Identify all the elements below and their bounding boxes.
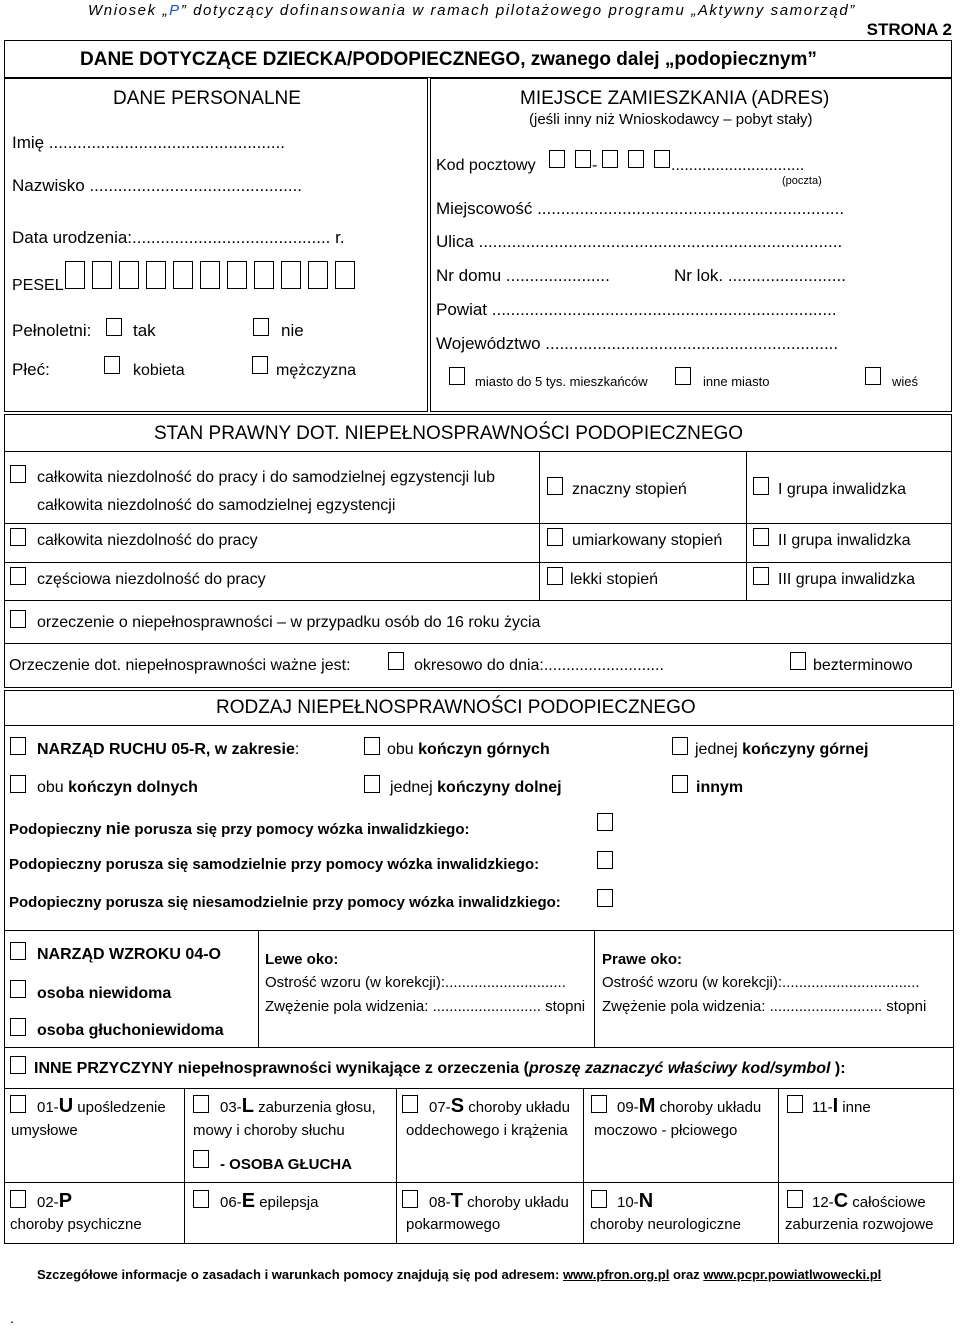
group-1-label: I grupa inwalidzka [778, 481, 907, 498]
one-upper-checkbox[interactable] [672, 737, 688, 755]
pcpr-link[interactable]: www.pcpr.powiatlwowecki.pl [703, 1267, 882, 1282]
code-11-t1: inne [838, 1099, 871, 1116]
code-09-t1: choroby układu [655, 1099, 762, 1116]
legal-row4-checkbox[interactable] [10, 610, 26, 628]
code-11-sym: I [832, 1095, 839, 1117]
code-07-line2: oddechowego i krążenia [406, 1122, 568, 1139]
code-12-checkbox[interactable] [787, 1190, 803, 1208]
divider [4, 643, 952, 644]
code-12-line2: zaburzenia rozwojowe [785, 1216, 934, 1233]
code-10-label [617, 1190, 653, 1213]
motor-label [37, 741, 299, 759]
deaf-label: - OSOBA GŁUCHA [220, 1156, 352, 1173]
post-office-note: (poczta) [782, 175, 822, 187]
wheelchair-no-post: porusza się przy pomocy wózka inwalidzkiego: [130, 821, 470, 838]
legal-row2-label: całkowita niezdolność do pracy [37, 532, 258, 549]
postal-digit-3[interactable] [602, 150, 618, 168]
one-upper-text: kończyny górnej [742, 741, 869, 758]
wheelchair-self-checkbox[interactable] [597, 851, 613, 869]
code-07-checkbox[interactable] [402, 1095, 418, 1113]
adult-yes-label: tak [133, 321, 156, 340]
footer-info [37, 1267, 881, 1282]
postal-digit-2[interactable] [575, 150, 591, 168]
deaf-checkbox[interactable] [193, 1150, 209, 1168]
pesel-digit-1[interactable] [65, 261, 85, 289]
right-eye-field-field[interactable]: Zwężenie pola widzenia: ........................... stopni [602, 998, 927, 1015]
validity-label: Orzeczenie dot. niepełnosprawności ważne jest: [9, 657, 351, 674]
code-01-line2: umysłowe [11, 1122, 78, 1139]
other-reasons-post: ): [830, 1060, 846, 1077]
both-lower-checkbox[interactable] [10, 775, 26, 793]
other-reasons-label [34, 1060, 846, 1078]
adult-no-label: nie [281, 321, 304, 340]
sex-female-label: kobieta [133, 362, 185, 379]
pesel-digit-10[interactable] [308, 261, 328, 289]
wheelchair-assisted-checkbox[interactable] [597, 889, 613, 907]
sex-male-label: mężczyzna [276, 362, 357, 379]
code-07-num: 07- [429, 1099, 451, 1116]
one-lower-text: kończyny dolnej [437, 779, 562, 796]
motor-label-colon: : [294, 741, 300, 758]
one-upper-label [695, 741, 868, 759]
page-number: STRONA 2 [866, 20, 952, 39]
disability-kind-heading: RODZAJ NIEPEŁNOSPRAWNOŚCI PODOPIECZNEGO [216, 697, 696, 718]
motor-label-text: NARZĄD RUCHU 05-R, w zakresie [37, 741, 295, 758]
pesel-digit-5[interactable] [173, 261, 193, 289]
footer-mid: oraz [669, 1267, 704, 1282]
sex-male-checkbox[interactable] [252, 356, 268, 374]
postal-dash: - [592, 157, 598, 174]
code-03-line2: mowy i choroby słuchu [193, 1122, 345, 1139]
one-upper-pre: jednej [695, 741, 743, 758]
footer-text: Szczegółowe informacje o zasadach i warunkach pomocy znajdują się pod adresem: [37, 1267, 563, 1282]
wheelchair-assisted-label: Podopieczny porusza się niesamodzielnie przy pomocy wózka inwalidzkiego: [9, 894, 561, 911]
county-field[interactable]: Powiat ......................................................................... [436, 300, 837, 319]
deafblind-checkbox[interactable] [10, 1018, 26, 1036]
motor-checkbox[interactable] [10, 737, 26, 755]
running-title [88, 2, 856, 19]
pesel-digit-4[interactable] [146, 261, 166, 289]
code-06-t1: epilepsja [255, 1194, 319, 1211]
code-06-num: 06- [220, 1194, 242, 1211]
code-12-label [812, 1190, 926, 1213]
code-02-sym: P [58, 1190, 73, 1212]
divider [539, 451, 540, 600]
both-upper-checkbox[interactable] [364, 737, 380, 755]
pesel-digit-7[interactable] [227, 261, 247, 289]
legal-row1-line1: całkowita niezdolność do pracy i do samodzielnej egzystencji lub [37, 469, 496, 486]
code-12-t1: całościowe [848, 1194, 926, 1211]
code-03-label [220, 1095, 376, 1118]
first-name-field[interactable]: Imię .................................................. [12, 133, 285, 152]
surname-field[interactable]: Nazwisko ............................................. [12, 176, 303, 195]
birth-date-field[interactable]: Data urodzenia:.......................................... r. [12, 228, 345, 247]
adult-no-checkbox[interactable] [253, 318, 269, 336]
other-reasons-mid: niepełnosprawności wynikające z orzeczenia ( [173, 1060, 529, 1077]
sex-label: Płeć: [12, 360, 50, 379]
blind-label: osoba niewidoma [37, 985, 172, 1002]
code-01-checkbox[interactable] [10, 1095, 26, 1113]
pfron-link[interactable]: www.pfron.org.pl [562, 1267, 670, 1282]
group-3-checkbox[interactable] [753, 567, 769, 585]
divider [396, 1088, 397, 1244]
both-lower-pre: obu [37, 779, 69, 796]
pesel-digit-8[interactable] [254, 261, 274, 289]
pesel-digit-3[interactable] [119, 261, 139, 289]
other-motor-label: innym [696, 779, 744, 796]
divider [4, 562, 952, 563]
code-01-num: 01- [37, 1099, 59, 1116]
code-08-checkbox[interactable] [402, 1190, 418, 1208]
child-title: DANE DOTYCZĄCE DZIECKA/PODOPIECZNEGO, zwanego dalej „podopiecznym” [80, 49, 817, 70]
postal-code-label: Kod pocztowy [436, 157, 536, 174]
vision-label: NARZĄD WZROKU 04-O [37, 946, 221, 963]
code-10-num: 10- [617, 1194, 639, 1211]
code-07-label [429, 1095, 570, 1118]
code-06-label [220, 1190, 318, 1213]
code-11-num: 11- [812, 1099, 833, 1116]
code-11-checkbox[interactable] [787, 1095, 803, 1113]
divider [778, 1088, 779, 1244]
code-09-checkbox[interactable] [591, 1095, 607, 1113]
divider [583, 1088, 584, 1244]
degree-light-label: lekki stopień [570, 571, 659, 588]
code-02-label [37, 1190, 72, 1213]
degree-light-checkbox[interactable] [547, 567, 563, 585]
code-10-line2: choroby neurologiczne [590, 1216, 741, 1233]
adult-label: Pełnoletni: [12, 321, 92, 340]
code-08-sym: T [450, 1190, 463, 1212]
divider [746, 451, 747, 600]
other-reasons-checkbox[interactable] [10, 1056, 26, 1074]
postal-digit-1[interactable] [549, 150, 565, 168]
other-motor-checkbox[interactable] [672, 775, 688, 793]
degree-moderate-label: umiarkowany stopień [572, 532, 723, 549]
code-02-num: 02- [37, 1194, 59, 1211]
code-12-num: 12- [812, 1194, 834, 1211]
running-title-part1: Wniosek „ [88, 2, 170, 19]
code-10-sym: N [638, 1190, 654, 1212]
town-small-label: miasto do 5 tys. mieszkańców [475, 374, 648, 389]
wheelchair-no-nie: nie [105, 819, 131, 838]
other-reasons-pre: INNE PRZYCZYNY [34, 1060, 174, 1077]
degree-significant-label: znaczny stopień [572, 481, 687, 498]
town-other-label: inne miasto [703, 374, 770, 389]
wheelchair-no-pre: Podopieczny [9, 821, 106, 838]
sex-female-checkbox[interactable] [104, 356, 120, 374]
postal-digit-4[interactable] [628, 150, 644, 168]
code-03-sym: L [241, 1095, 254, 1117]
code-08-num: 08- [429, 1194, 451, 1211]
code-09-num: 09- [617, 1099, 639, 1116]
one-lower-label [390, 779, 562, 797]
legal-row3-label: częściowa niezdolność do pracy [37, 571, 266, 588]
both-lower-text: kończyn dolnych [68, 779, 198, 796]
pesel-label: PESEL [12, 277, 64, 294]
running-title-part2: ” dotyczący dofinansowania w ramach pilotażowego programu „Aktywny samorząd” [180, 2, 856, 19]
code-03-checkbox[interactable] [193, 1095, 209, 1113]
pesel-digit-11[interactable] [335, 261, 355, 289]
vision-checkbox[interactable] [10, 942, 26, 960]
legal-row2-checkbox[interactable] [10, 528, 26, 546]
town-other-checkbox[interactable] [675, 367, 691, 385]
divider [4, 930, 954, 931]
code-03-num: 03- [220, 1099, 242, 1116]
divider [4, 451, 952, 452]
code-03-t1: zaburzenia głosu, [253, 1099, 376, 1116]
divider [258, 930, 259, 1047]
group-1-checkbox[interactable] [753, 477, 769, 495]
code-01-t1: upośledzenie [73, 1099, 166, 1116]
legal-status-box [4, 414, 952, 688]
one-lower-checkbox[interactable] [364, 775, 380, 793]
pesel-digit-2[interactable] [92, 261, 112, 289]
post-office-field[interactable]: .............................. [671, 157, 805, 174]
both-upper-text: kończyn górnych [418, 741, 550, 758]
degree-significant-checkbox[interactable] [547, 477, 563, 495]
code-09-label [617, 1095, 761, 1118]
code-07-sym: S [450, 1095, 465, 1117]
code-07-t1: choroby układu [464, 1099, 570, 1116]
right-eye-acuity-field[interactable]: Ostrość wzoru (w korekcji):................................. [602, 974, 920, 991]
code-09-sym: M [638, 1095, 656, 1117]
voivodeship-field[interactable]: Województwo .............................................................. [436, 334, 839, 353]
validity-indef-label: bezterminowo [813, 657, 913, 674]
code-01-sym: U [58, 1095, 74, 1117]
legal-row1-line2: całkowita niezdolność do samodzielnej egzystencji [37, 497, 396, 514]
town-small-checkbox[interactable] [449, 367, 465, 385]
validity-until-checkbox[interactable] [388, 652, 404, 670]
group-2-label: II grupa inwalidzka [778, 532, 911, 549]
running-title-p: P [169, 2, 181, 19]
legal-row3-checkbox[interactable] [10, 567, 26, 585]
address-subheading: (jeśli inny niż Wnioskodawcy – pobyt stały) [529, 111, 813, 128]
wheelchair-no-checkbox[interactable] [597, 813, 613, 831]
divider [4, 1047, 954, 1048]
deafblind-label: osoba głuchoniewidoma [37, 1022, 224, 1039]
pesel-digit-6[interactable] [200, 261, 220, 289]
code-11-label [812, 1095, 871, 1118]
validity-until-field[interactable]: okresowo do dnia:........................... [414, 657, 664, 674]
code-01-label [37, 1095, 166, 1118]
code-06-sym: E [241, 1190, 256, 1212]
legal-row4-label: orzeczenie o niepełnosprawności – w przypadku osób do 16 roku życia [37, 614, 541, 631]
legal-heading: STAN PRAWNY DOT. NIEPEŁNOSPRAWNOŚCI PODOPIECZNEGO [154, 423, 744, 444]
divider [4, 600, 952, 601]
divider [4, 523, 952, 524]
house-number-field[interactable]: Nr domu ...................... [436, 266, 610, 285]
adult-yes-checkbox[interactable] [106, 318, 122, 336]
one-lower-pre: jednej [390, 779, 438, 796]
left-eye-acuity-field[interactable]: Ostrość wzoru (w korekcji):............................. [265, 974, 566, 991]
validity-indef-checkbox[interactable] [790, 652, 806, 670]
legal-row1-checkbox[interactable] [10, 465, 26, 483]
code-06-checkbox[interactable] [193, 1190, 209, 1208]
city-field[interactable]: Miejscowość ................................................................. [436, 199, 845, 218]
other-reasons-ital: proszę zaznaczyć właściwy kod/symbol [528, 1060, 831, 1077]
divider [4, 1182, 954, 1183]
personal-heading: DANE PERSONALNE [113, 88, 301, 109]
code-08-label [429, 1190, 569, 1213]
footer-dot: . [10, 1310, 14, 1326]
left-eye-field-field[interactable]: Zwężenie pola widzenia: .......................... stopni [265, 998, 586, 1015]
group-2-checkbox[interactable] [753, 528, 769, 546]
village-label: wieś [892, 374, 919, 389]
both-upper-label [387, 741, 550, 759]
code-02-checkbox[interactable] [10, 1190, 26, 1208]
degree-moderate-checkbox[interactable] [547, 528, 563, 546]
right-eye-heading: Prawe oko: [602, 951, 683, 968]
divider [4, 1088, 954, 1089]
wheelchair-self-label: Podopieczny porusza się samodzielnie przy pomocy wózka inwalidzkiego: [9, 856, 540, 873]
street-field[interactable]: Ulica ............................................................................. [436, 232, 843, 251]
both-upper-pre: obu [387, 741, 419, 758]
code-12-sym: C [833, 1190, 849, 1212]
divider [4, 725, 954, 726]
flat-number-field[interactable]: Nr lok. ......................... [674, 266, 846, 285]
wheelchair-no-label [9, 819, 470, 839]
postal-digit-5[interactable] [654, 150, 670, 168]
pesel-digit-9[interactable] [281, 261, 301, 289]
blind-checkbox[interactable] [10, 980, 26, 998]
village-checkbox[interactable] [865, 367, 881, 385]
disability-kind-box [4, 690, 954, 1244]
left-eye-heading: Lewe oko: [265, 951, 339, 968]
address-heading: MIEJSCE ZAMIESZKANIA (ADRES) [520, 88, 830, 109]
code-08-t1: choroby układu [462, 1194, 569, 1211]
code-02-line2: choroby psychiczne [10, 1216, 142, 1233]
code-08-line2: pokarmowego [406, 1216, 501, 1233]
group-3-label: III grupa inwalidzka [778, 571, 915, 588]
divider [184, 1088, 185, 1244]
code-09-line2: moczowo - płciowego [594, 1122, 738, 1139]
code-10-checkbox[interactable] [591, 1190, 607, 1208]
divider [594, 930, 595, 1047]
both-lower-label [37, 779, 198, 797]
